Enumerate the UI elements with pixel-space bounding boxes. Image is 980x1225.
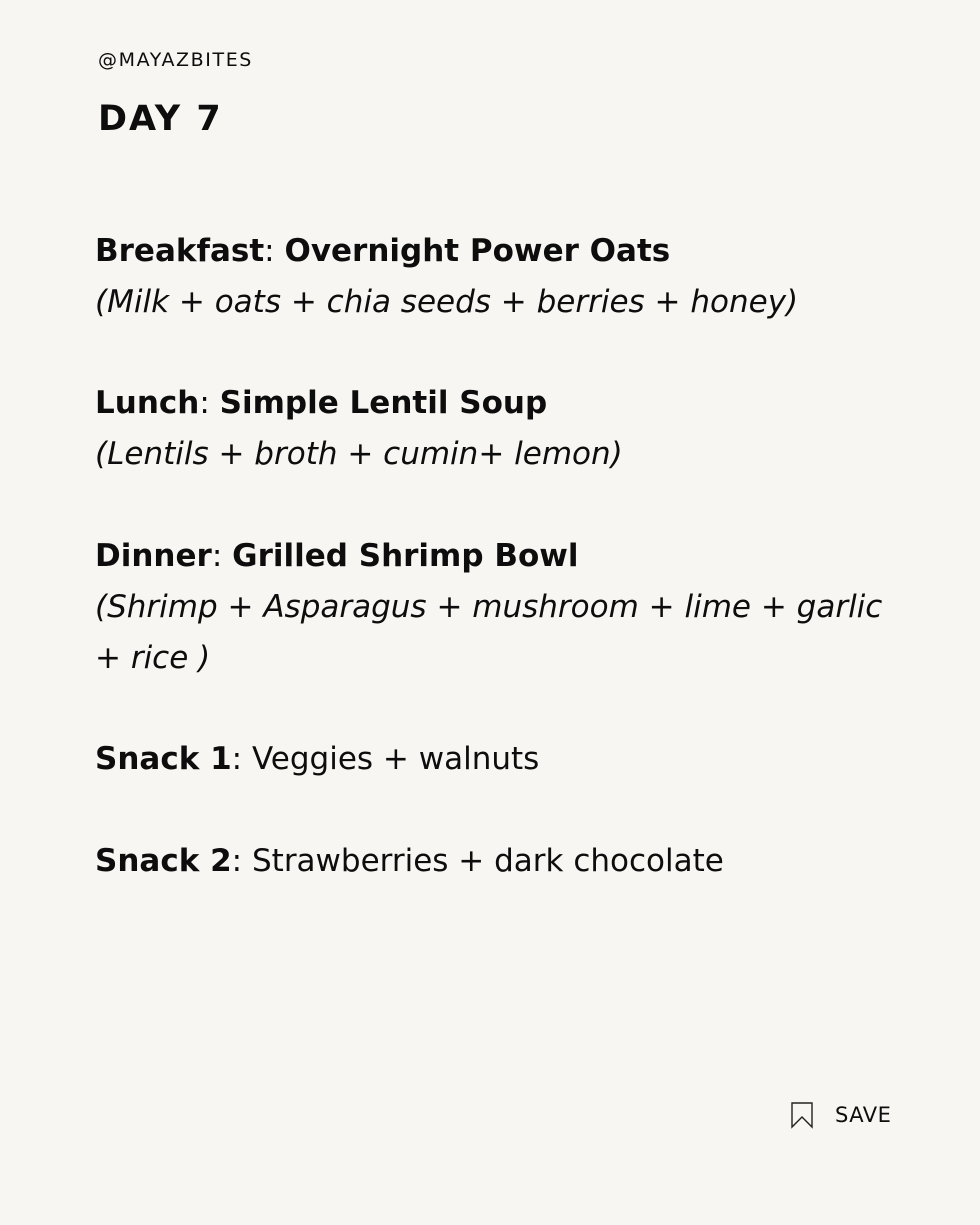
meal-dinner-separator: : <box>211 538 223 574</box>
instagram-handle: @MAYAZBITES <box>98 49 253 71</box>
meal-lunch-name: Simple Lentil Soup <box>219 385 548 421</box>
meal-snack-1-text: Veggies + walnuts <box>251 741 540 777</box>
meal-snack-1-label: Snack 1 <box>95 741 232 777</box>
meal-breakfast-separator: : <box>264 233 275 269</box>
meal-snack-1-separator: : <box>231 741 243 777</box>
meal-dinner-detail: (Shrimp + Asparagus + mushroom + lime + garlic + rice ) <box>95 589 883 676</box>
meal-snack-2-text: Strawberries + dark chocolate <box>251 843 724 879</box>
meal-breakfast <box>95 226 915 328</box>
meal-dinner-name: Grilled Shrimp Bowl <box>232 538 579 574</box>
meal-breakfast-label: Breakfast <box>95 233 265 269</box>
day-title: DAY 7 <box>98 99 223 139</box>
meal-lunch-detail: (Lentils + broth + cumin+ lemon) <box>95 436 623 472</box>
meal-lunch-separator: : <box>199 385 210 421</box>
meal-dinner <box>95 531 915 684</box>
meal-snack-2-separator: : <box>231 843 243 879</box>
meal-snack-2-label: Snack 2 <box>95 843 232 879</box>
meal-breakfast-heading <box>95 226 915 277</box>
meal-breakfast-name: Overnight Power Oats <box>284 233 671 269</box>
save-button[interactable] <box>790 1099 891 1131</box>
meal-dinner-label: Dinner <box>95 538 212 574</box>
meal-breakfast-detail: (Milk + oats + chia seeds + berries + honey) <box>95 284 799 320</box>
bookmark-icon <box>790 1101 814 1129</box>
meal-lunch-heading <box>95 378 915 429</box>
meal-lunch-label: Lunch <box>95 385 200 421</box>
meal-snack-1 <box>95 734 915 785</box>
meal-lunch <box>95 378 915 480</box>
save-label: SAVE <box>835 1103 892 1127</box>
meal-snack-2 <box>95 836 915 887</box>
meal-dinner-heading <box>95 531 915 582</box>
